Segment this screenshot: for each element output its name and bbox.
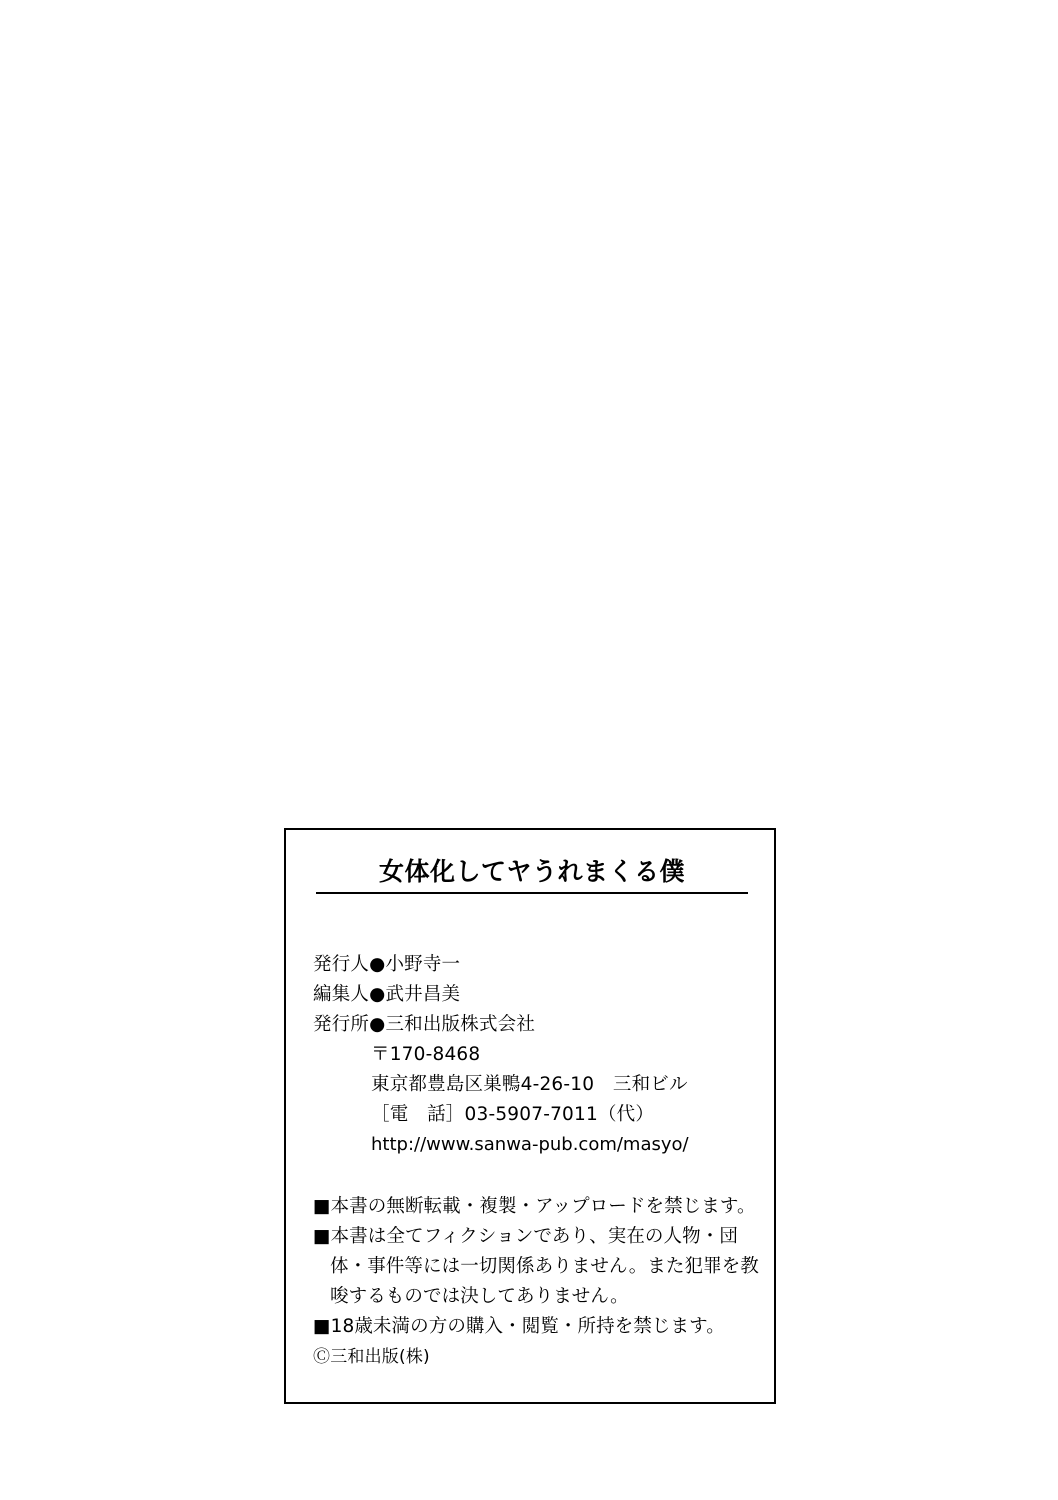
colophon-box (284, 828, 776, 1404)
copyright-line: Ⓒ三和出版(株) (313, 1347, 430, 1367)
address: 東京都豊島区巣鴨4-26-10 三和ビル (371, 1073, 688, 1095)
editor: 編集人●武井昌美 (313, 983, 461, 1005)
notice-fiction: ■本書は全てフィクションであり、実在の人物・団体・事件等には一切関係ありません。また犯罪を教唆するものでは決してありません。 (313, 1225, 759, 1307)
notice-reprint: ■本書の無断転載・複製・アップロードを禁じます。 (313, 1196, 756, 1217)
imprint-block (313, 950, 753, 1159)
website-url: http://www.sanwa-pub.com/masyo/ (371, 1133, 689, 1155)
notices-block (313, 1192, 763, 1342)
book-title: 女体化してヤうれまくる僕 (378, 857, 685, 886)
title-divider (316, 892, 748, 894)
publisher-company: 発行所●三和出版株式会社 (313, 1013, 536, 1035)
postal-code: 〒170-8468 (371, 1043, 481, 1065)
notice-age-restriction: ■18歳未満の方の購入・閲覧・所持を禁じます。 (313, 1315, 725, 1337)
title-block (316, 856, 748, 894)
publisher-person: 発行人●小野寺一 (313, 954, 461, 975)
colophon-inner (286, 830, 774, 1402)
phone: ［電 話］03-5907-7011（代） (371, 1103, 655, 1125)
